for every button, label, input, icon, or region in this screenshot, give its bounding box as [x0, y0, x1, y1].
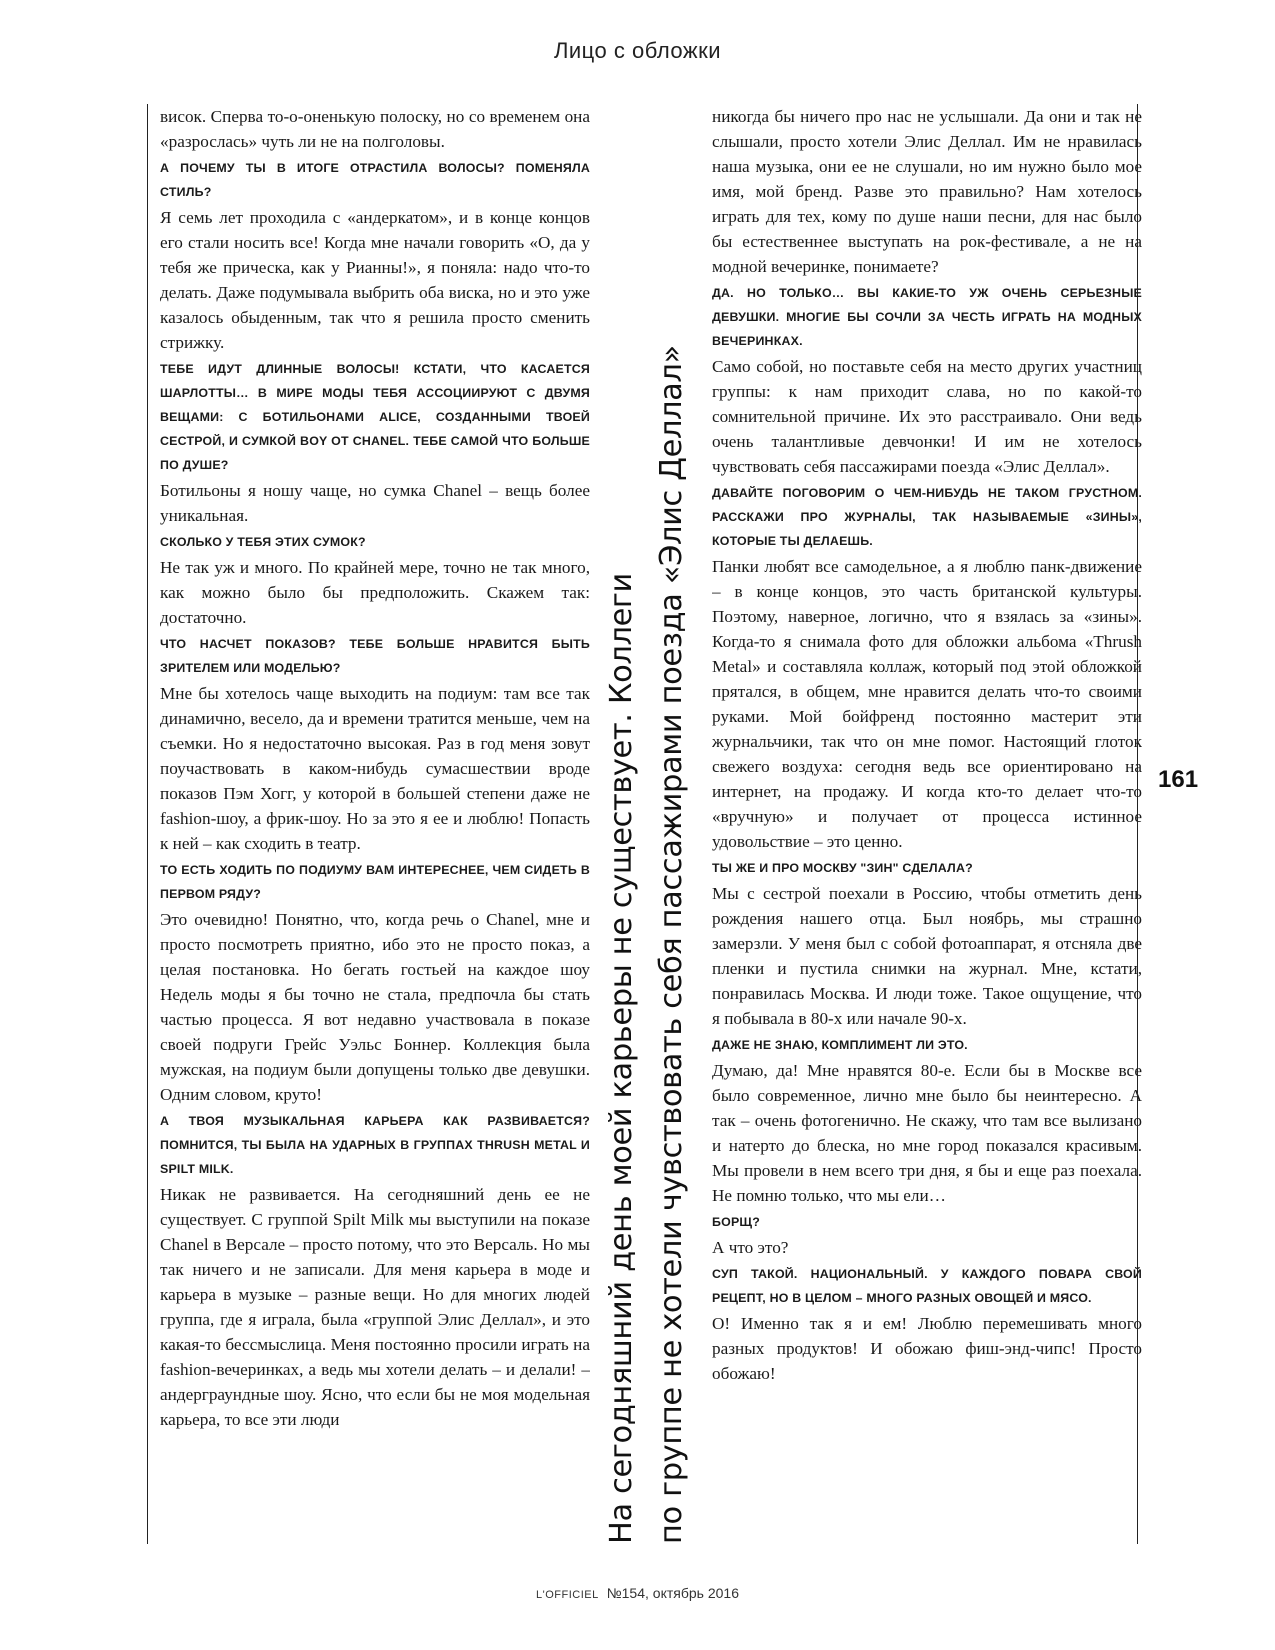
answer-paragraph: О! Именно так я и ем! Люблю перемешивать много разных продуктов! И обожаю фиш-энд-чипс! Просто обожаю!: [712, 1314, 1142, 1383]
answer-paragraph: Мне бы хотелось чаще выходить на подиум: там все так динамично, весело, да и времени тратится меньше, чем на съемки. Но я недостаточно высокая. Раз в год меня зовут поучаствовать в каком-нибудь сумасшествии вроде показов Пэм Хогг, у которой в большей степени даже не fashion-шоу, а фрик-шоу. Но за это я ее и люблю! Попасть к ней – как сходить в театр.: [160, 684, 590, 853]
answer-paragraph: Само собой, но поставьте себя на место других участниц группы: к нам приходит слава, но по какой-то сомнительной причине. Их это расстраивало. Они ведь очень талантливые девчонки! И им не хотелось чувствовать себя пассажирами поезда «Элис Деллал».: [712, 357, 1142, 476]
interview-question: БОРЩ?: [712, 1215, 761, 1229]
interview-question: ТЫ ЖЕ И ПРО МОСКВУ "ЗИН" СДЕЛАЛА?: [712, 861, 973, 875]
interview-question: ДАВАЙТЕ ПОГОВОРИМ О ЧЕМ-НИБУДЬ НЕ ТАКОМ ГРУСТНОМ. РАССКАЖИ ПРО ЖУРНАЛЫ, ТАК НАЗЫВАЕМЫЕ «ЗИНЫ», КОТОРЫЕ ТЫ ДЕЛАЕШЬ.: [712, 486, 1142, 548]
interview-question: ТЕБЕ ИДУТ ДЛИННЫЕ ВОЛОСЫ! КСТАТИ, ЧТО КАСАЕТСЯ ШАРЛОТТЫ… В МИРЕ МОДЫ ТЕБЯ АССОЦИИРУЮТ С ДВУМЯ ВЕЩАМИ: С БОТИЛЬОНАМИ ALICE, СОЗДАННЫМИ ТВОЕЙ СЕСТРОЙ, И СУМКОЙ BOY ОТ CHANEL. ТЕБЕ САМОЙ ЧТО БОЛЬШЕ ПО ДУШЕ?: [160, 362, 590, 472]
interview-question: СУП ТАКОЙ. НАЦИОНАЛЬНЫЙ. У КАЖДОГО ПОВАРА СВОЙ РЕЦЕПТ, НО В ЦЕЛОМ – МНОГО РАЗНЫХ ОВОЩЕЙ И МЯСО.: [712, 1267, 1142, 1305]
answer-paragraph: А что это?: [712, 1238, 789, 1257]
right-vertical-rule: [1137, 104, 1138, 1544]
answer-paragraph: Это очевидно! Понятно, что, когда речь о Chanel, мне и просто посмотреть приятно, ибо это не просто показ, а целая постановка. Но бегать гостьей на каждое шоу Недель моды я бы точно не стала, предпочла бы стать частью процесса. Я вот недавно участвовала в показе своей подруги Грейс Уэльс Боннер. Коллекция была мужская, на подиум были допущены только две девушки. Одним словом, круто!: [160, 910, 590, 1104]
interview-question: ЧТО НАСЧЕТ ПОКАЗОВ? ТЕБЕ БОЛЬШЕ НРАВИТСЯ БЫТЬ ЗРИТЕЛЕМ ИЛИ МОДЕЛЬЮ?: [160, 637, 590, 675]
page-number: 161: [1158, 766, 1199, 793]
pull-quote-line-2: по группе не хотели чувствовать себя пассажирами поезда «Элис Деллал»: [654, 345, 689, 1544]
pull-quote: [597, 104, 705, 1544]
interview-question: А ТВОЯ МУЗЫКАЛЬНАЯ КАРЬЕРА КАК РАЗВИВАЕТСЯ? ПОМНИТСЯ, ТЫ БЫЛА НА УДАРНЫХ В ГРУППАХ THRUSH METAL И SPILT MILK.: [160, 1114, 590, 1176]
pull-quote-line-1: На сегодняшний день моей карьеры не существует. Коллеги: [604, 573, 639, 1544]
magazine-brand: L'OFFICIEL: [536, 1589, 599, 1601]
section-title: Лицо с обложки: [553, 38, 722, 63]
right-text-column: [712, 104, 1142, 1544]
answer-paragraph: Никак не развивается. На сегодняшний день ее не существует. С группой Spilt Milk мы выступили на показе Chanel в Версале – просто потому, что это Версаль. Но мы так ничего и не записали. Для меня карьера в моде и карьера в музыке – разные вещи. Но для многих людей группа, где я играла, была «группой Элис Деллал», и это какая-то бессмыслица. Меня постоянно просили играть на fashion-вечеринках, а ведь мы хотели делать – и делали! – андерграундные шоу. Ясно, что если бы не моя модельная карьера, то все эти люди: [160, 1185, 590, 1429]
interview-question: ДА. НО ТОЛЬКО… ВЫ КАКИЕ-ТО УЖ ОЧЕНЬ СЕРЬЕЗНЫЕ ДЕВУШКИ. МНОГИЕ БЫ СОЧЛИ ЗА ЧЕСТЬ ИГРАТЬ НА МОДНЫХ ВЕЧЕРИНКАХ.: [712, 286, 1142, 348]
left-vertical-rule: [147, 104, 148, 1544]
answer-paragraph: никогда бы ничего про нас не услышали. Да они и так не слышали, просто хотели Элис Деллал. Им не нравилась наша музыка, они ее не слушали, но им нужно было мое имя, мой бренд. Разве это правильно? Нам хотелось играть для тех, кому по душе наши песни, для нас было бы естественнее выступать на рок-фестивале, а не на модной вечеринке, понимаете?: [712, 107, 1142, 276]
answer-paragraph: Панки любят все самодельное, а я люблю панк-движение – в конце концов, это часть британской культуры. Поэтому, наверное, логично, что я взялась за «зины». Когда-то я снимала фото для обложки альбома «Thrush Metal» и составляла коллаж, который под этой обложкой прятался, в общем, мне нравится делать что-то своими руками. Мой бойфренд постоянно мастерит эти журнальчики, так что он мне помог. Настоящий глоток свежего воздуха: сегодня ведь все ориентировано на интернет, на продажу. И когда кто-то делает что-то «вручную» и получает от процесса истинное удовольствие – это ценно.: [712, 557, 1142, 851]
answer-paragraph: Не так уж и много. По крайней мере, точно не так много, как можно было бы предположить. Скажем так: достаточно.: [160, 558, 590, 627]
interview-question: ДАЖЕ НЕ ЗНАЮ, КОМПЛИМЕНТ ЛИ ЭТО.: [712, 1038, 968, 1052]
left-text-column: [160, 104, 590, 1544]
answer-paragraph: висок. Сперва то-о-оненькую полоску, но со временем она «разрослась» чуть ли не на полголовы.: [160, 107, 590, 151]
answer-paragraph: Я семь лет проходила с «андеркатом», и в конце концов его стали носить все! Когда мне начали говорить «О, да у тебя же прическа, как у Рианны!», я поняла: надо что-то делать. Даже подумывала выбрить оба виска, но и это уже казалось обыденным, так что я решила просто сменить стрижку.: [160, 208, 590, 352]
issue-info: №154, октябрь 2016: [606, 1585, 739, 1601]
answer-paragraph: Мы с сестрой поехали в Россию, чтобы отметить день рождения нашего отца. Был ноябрь, мы страшно замерзли. У меня был с собой фотоаппарат, я отсняла две пленки и пустила снимки на журнал. Мне, кстати, понравилась Москва. И люди тоже. Такое ощущение, что я побывала в 80-х или начале 90-х.: [712, 884, 1142, 1028]
interview-question: А ПОЧЕМУ ТЫ В ИТОГЕ ОТРАСТИЛА ВОЛОСЫ? ПОМЕНЯЛА СТИЛЬ?: [160, 161, 590, 199]
answer-paragraph: Думаю, да! Мне нравятся 80-е. Если бы в Москве все было современное, лично мне было бы неинтересно. А так – очень фотогенично. Не скажу, что там все вылизано и натерто до блеска, но мне город показался красивым. Мы провели в нем всего три дня, я бы и еще раз поехала. Не помню только, что мы ели…: [712, 1061, 1142, 1205]
footer: [0, 1585, 1275, 1601]
interview-question: ТО ЕСТЬ ХОДИТЬ ПО ПОДИУМУ ВАМ ИНТЕРЕСНЕЕ, ЧЕМ СИДЕТЬ В ПЕРВОМ РЯДУ?: [160, 863, 590, 901]
answer-paragraph: Ботильоны я ношу чаще, но сумка Chanel – вещь более уникальная.: [160, 481, 590, 525]
interview-question: СКОЛЬКО У ТЕБЯ ЭТИХ СУМОК?: [160, 535, 366, 549]
